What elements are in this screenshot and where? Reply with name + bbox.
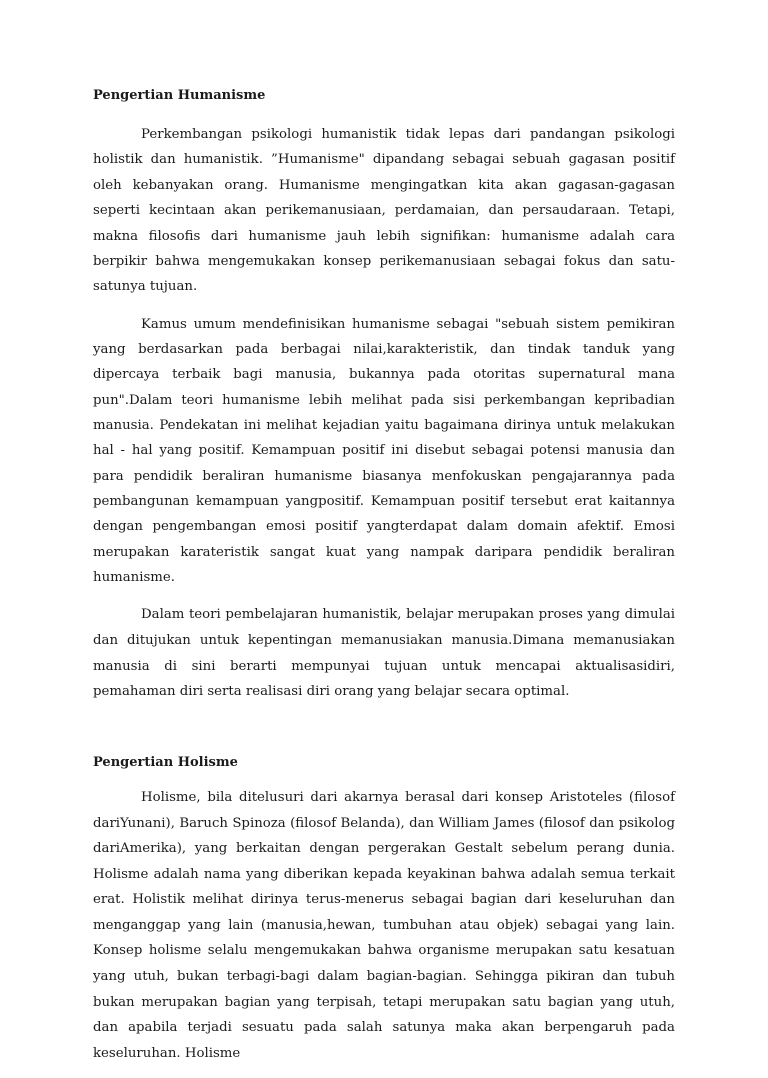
paragraph-humanisme-intro: Perkembangan psikologi humanistik tidak lepas dari pandangan psikologi holistik dan humanistik. ”Humanisme" dipandang sebagai sebuah gagasan positif oleh kebanyakan orang. Humanisme mengingatkan kita akan gagasan-gagasan seperti kecintaan akan perikemanusiaan, perdamaian, dan persaudaraan. Tetapi, makna filosofis dari humanisme jauh lebih signifikan: humanisme adalah cara berpikir bahwa mengemukakan konsep perikemanusiaan sebagai fokus dan satu-satunya tujuan.: [93, 127, 675, 295]
paragraph-holisme: Holisme, bila ditelusuri dari akarnya berasal dari konsep Aristoteles (filosof dariYunani), Baruch Spinoza (filosof Belanda), dan William James (filosof dan psikolog dariAmerika), yang berkaitan dengan pergerakan Gestalt sebelum perang dunia. Holisme adalah nama yang diberikan kepada keyakinan bahwa adalah semua terkait erat. Holistik melihat dirinya terus-menerus sebagai bagian dari keseluruhan dan menganggap yang lain (manusia,hewan, tumbuhan atau objek) sebagai yang lain. Konsep holisme selalu mengemukakan bahwa organisme merupakan satu kesatuan yang utuh, bukan terbagi-bagi dalam bagian-bagian. Sehingga pikiran dan tubuh bukan merupakan bagian yang terpisah, tetapi merupakan satu bagian yang utuh, dan apabila terjadi sesuatu pada salah satunya maka akan berpengaruh pada keseluruhan. Holisme: [93, 789, 675, 1061]
section-heading-holisme: Pengertian Holisme: [93, 754, 238, 770]
paragraph-humanisme-definition: Kamus umum mendefinisikan humanisme sebagai "sebuah sistem pemikiran yang berdasarkan pada berbagai nilai,karakteristik, dan tindak tanduk yang dipercaya terbaik bagi manusia, bukannya pada otoritas supernatural mana pun".Dalam teori humanisme lebih melihat pada sisi perkembangan kepribadian manusia. Pendekatan ini melihat kejadian yaitu bagaimana dirinya untuk melakukan hal - hal yang positif. Kemampuan positif ini disebut sebagai potensi manusia dan para pendidik beraliran humanisme biasanya menfokuskan pengajarannya pada pembangunan kemampuan yangpositif. Kemampuan positif tersebut erat kaitannya dengan pengembangan emosi positif yangterdapat dalam domain afektif. Emosi merupakan karateristik sangat kuat yang nampak daripara pendidik beraliran humanisme.: [93, 316, 675, 585]
paragraph-humanistic-learning: Dalam teori pembelajaran humanistik, belajar merupakan proses yang dimulai dan ditujukan untuk kepentingan memanusiakan manusia.Dimana memanusiakan manusia di sini berarti mempunyai tujuan untuk mencapai aktualisasidiri, pemahaman diri serta realisasi diri orang yang belajar secara optimal.: [93, 607, 675, 700]
document-page: [93, 84, 675, 1078]
section-heading-humanisme: Pengertian Humanisme: [93, 88, 266, 103]
